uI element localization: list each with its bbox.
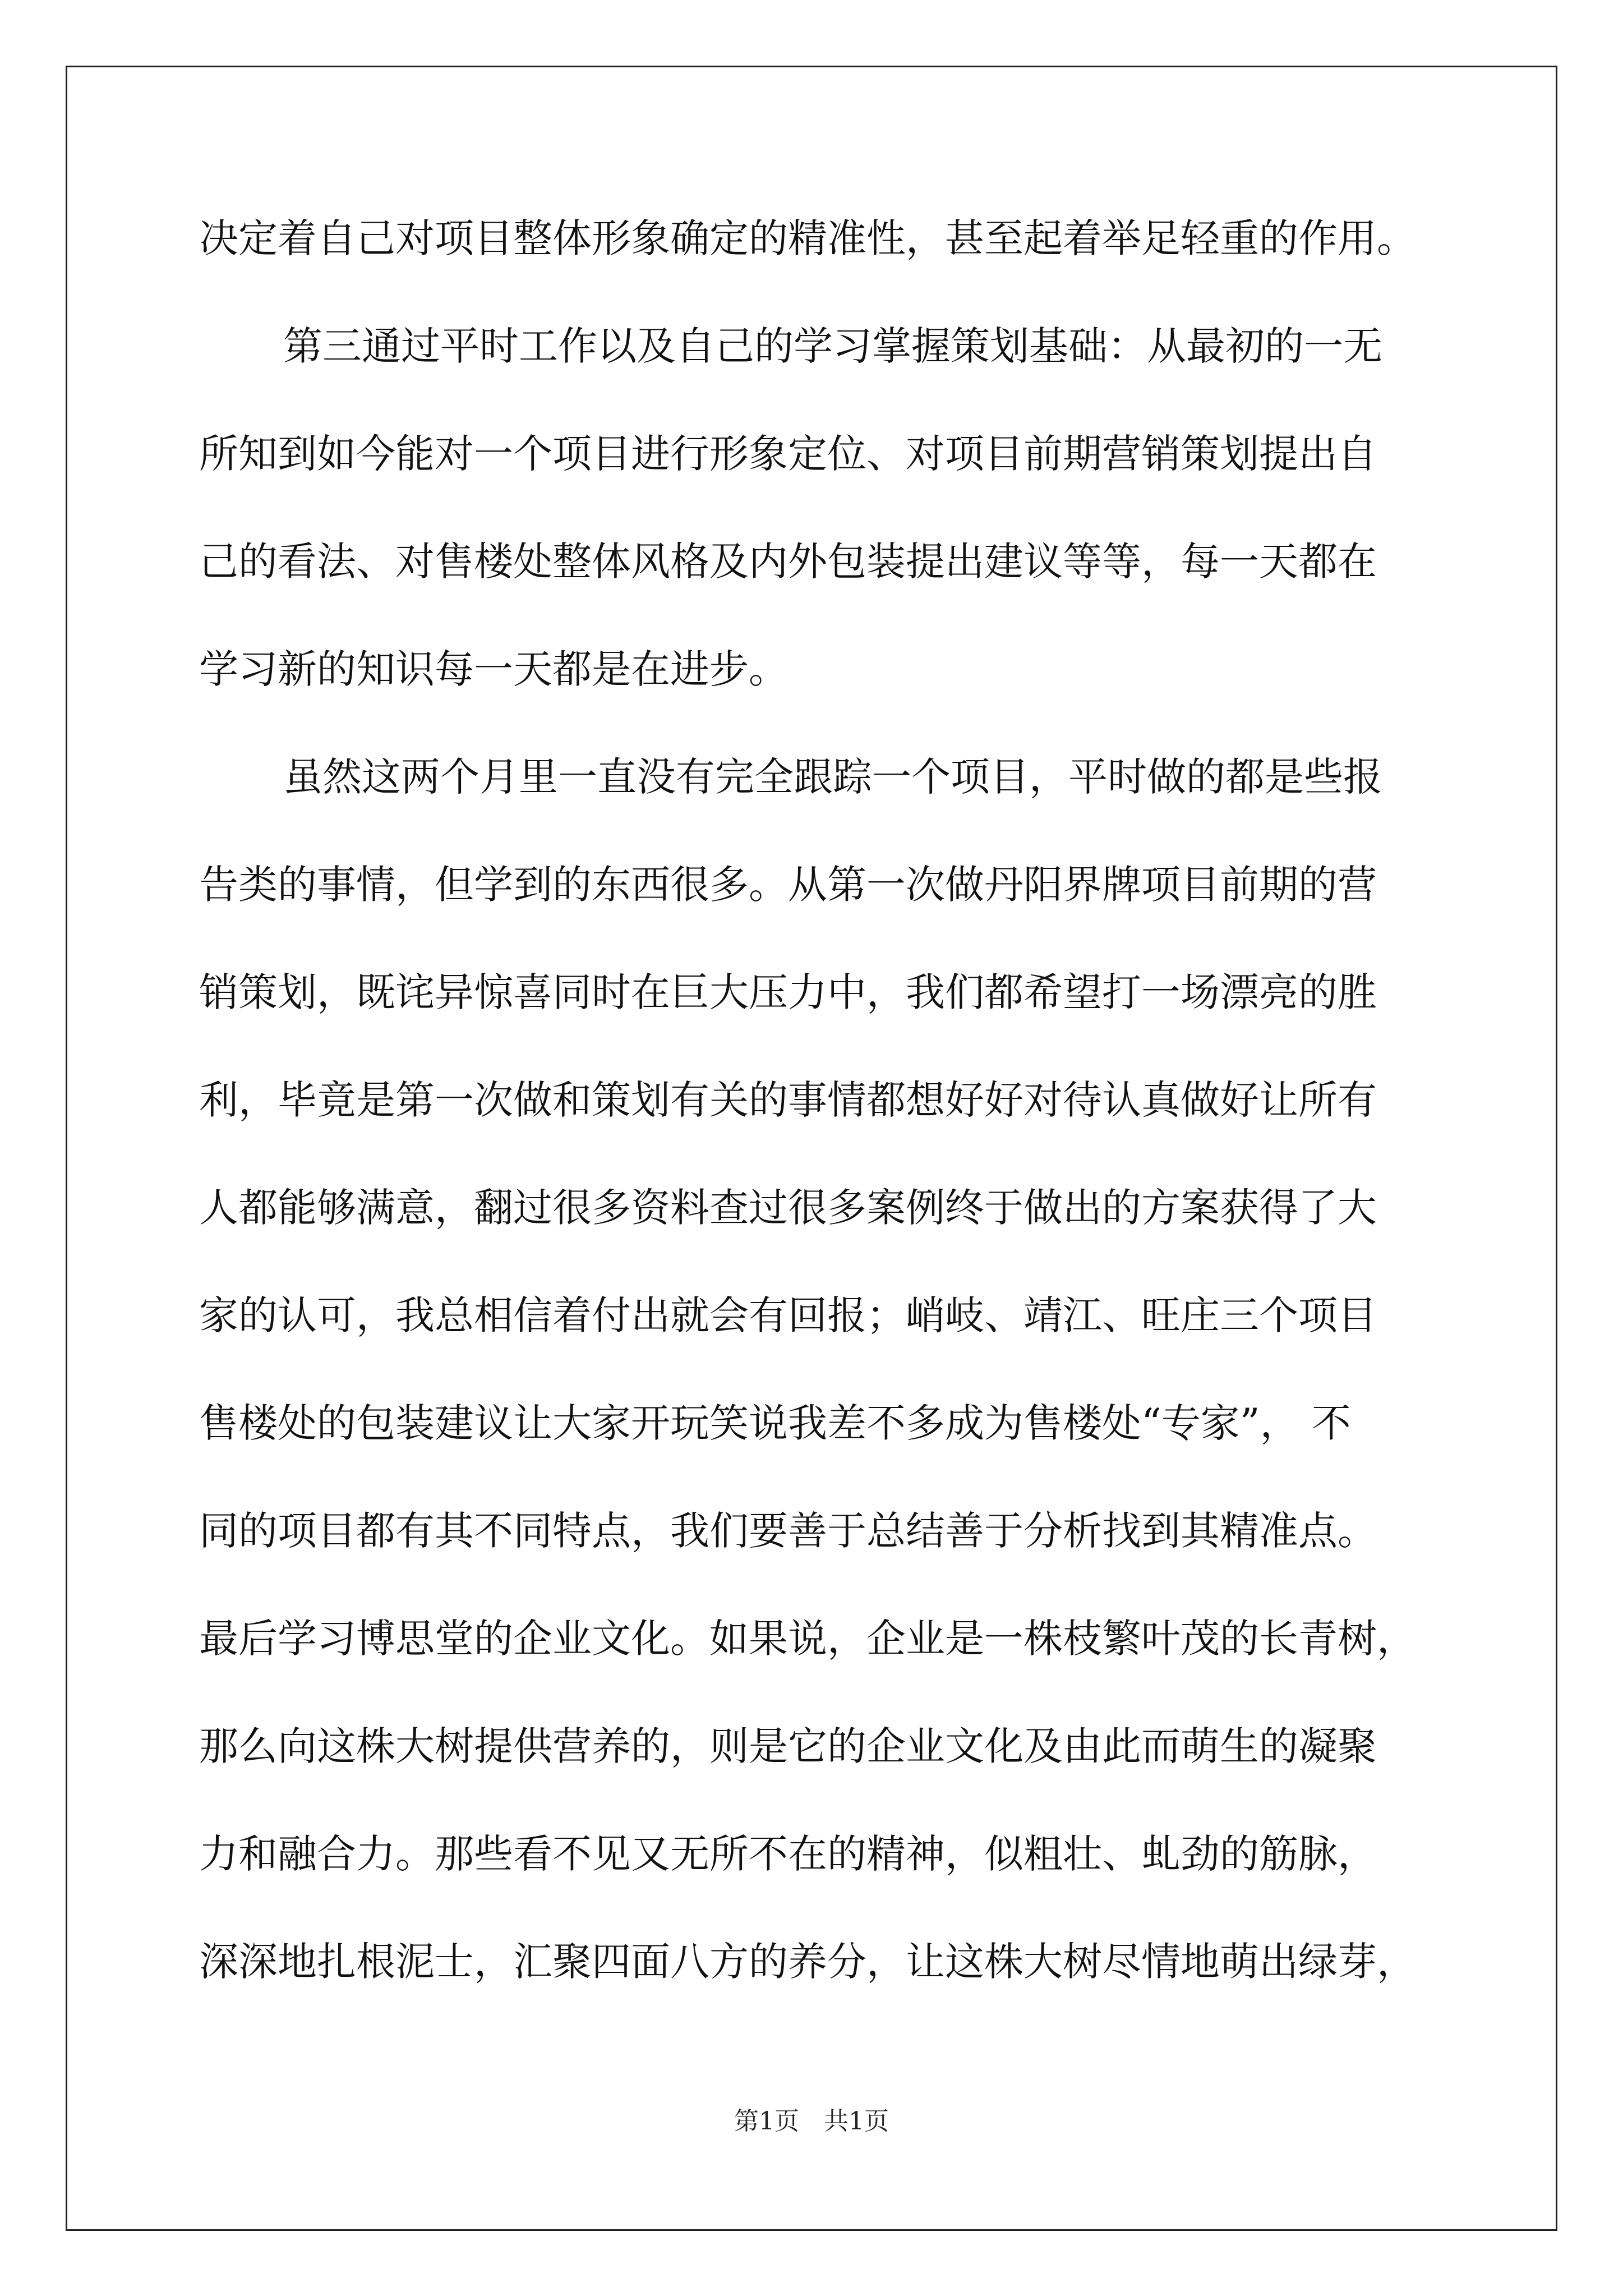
text-line: 利，毕竟是第一次做和策划有关的事情都想好好对待认真做好让所有 <box>199 1077 1377 1123</box>
text-line: 力和融合力。那些看不见又无所不在的精神，似粗壮、虬劲的筋脉， <box>199 1831 1377 1877</box>
text-line: 同的项目都有其不同特点，我们要善于总结善于分析找到其精准点。 <box>199 1508 1377 1554</box>
text-line: 所知到如今能对一个项目进行形象定位、对项目前期营销策划提出自 <box>199 431 1377 477</box>
text-line: 人都能够满意，翻过很多资料查过很多案例终于做出的方案获得了大 <box>199 1185 1377 1231</box>
page-number-footer: 第1页 共1页 <box>734 2107 889 2136</box>
text-line: 售楼处的包装建议让大家开玩笑说我差不多成为售楼处“专家”， 不 <box>199 1400 1351 1446</box>
text-line: 销策划，既诧异惊喜同时在巨大压力中，我们都希望打一场漂亮的胜 <box>199 969 1377 1015</box>
text-line: 己的看法、对售楼处整体风格及内外包装提出建议等等，每一天都在 <box>199 539 1377 585</box>
text-line: 最后学习博思堂的企业文化。如果说，企业是一株枝繁叶茂的长青树， <box>199 1616 1416 1662</box>
text-line: 深深地扎根泥士，汇聚四面八方的养分，让这株大树尽情地萌出绿芽， <box>199 1939 1416 1985</box>
paragraph-first-line: 虽然这两个月里一直没有完全跟踪一个项目，平时做的都是些报 <box>283 754 1382 800</box>
text-line: 决定着自己对项目整体形象确定的精准性，甚至起着举足轻重的作用。 <box>199 215 1416 261</box>
paragraph-first-line: 第三通过平时工作以及自己的学习掌握策划基础：从最初的一无 <box>283 323 1382 369</box>
text-line: 告类的事情，但学到的东西很多。从第一次做丹阳界牌项目前期的营 <box>199 862 1377 908</box>
text-line: 家的认可，我总相信着付出就会有回报；峭岐、靖江、旺庄三个项目 <box>199 1292 1377 1338</box>
text-line: 学习新的知识每一天都是在进步。 <box>199 646 788 692</box>
text-line: 那么向这株大树提供营养的，则是它的企业文化及由此而萌生的凝聚 <box>199 1723 1377 1769</box>
page-border <box>66 66 1557 2231</box>
